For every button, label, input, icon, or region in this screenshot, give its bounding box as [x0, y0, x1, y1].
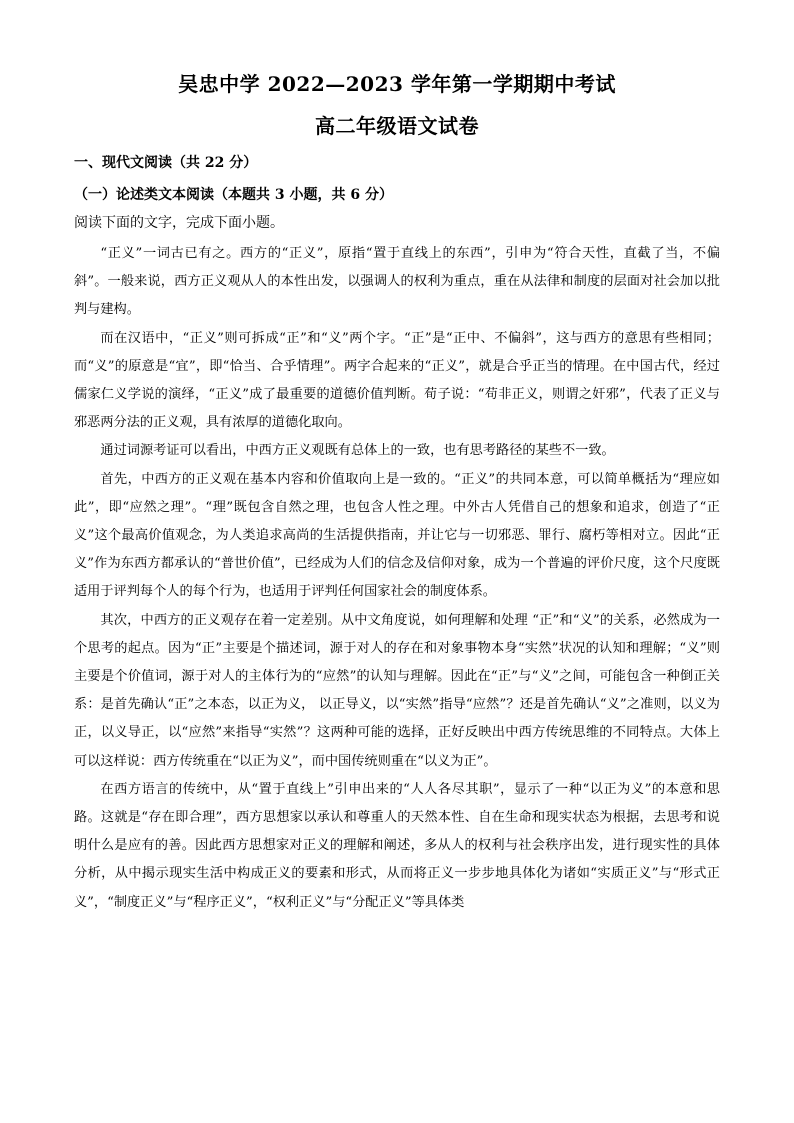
exam-subtitle: 高二年级语文试卷 — [315, 114, 479, 138]
passage-paragraph: 在西方语言的传统中，从“置于直线上”引申出来的“人人各尽其职”，显示了一种“以正为义”的本意和思路。这就是“存在即合理”，西方思想家以承认和尊重人的天然本性、自在生命和现实状态为根据，去思考和说明什么是应有的善。因此西方思想家对正义的理解和阐述，多从人的权利与社会秩序出发，进行现实性的具体分析，从中揭示现实生活中构成正义的要素和形式，从而将正义一步步地具体化为诸如“实质正义”与“形式正义”，“制度正义”与“程序正义”，“权利正义”与“分配正义”等具体类 — [74, 781, 720, 910]
reading-instruction: 阅读下面的文字，完成下面小题。 — [74, 215, 284, 231]
passage-paragraph: 首先，中西方的正义观在基本内容和价值取向上是一致的。“正义”的共同本意，可以简单概括为“理应如此”，即“应然之理”。“理”既包含自然之理，也包含人性之理。中外古人凭借自己的想象和追求，创造了“正义”这个最高价值观念，为人类追求高尚的生活提供指南，并让它与一切邪恶、罪行、腐朽等相对立。因此“正义”作为东西方都承认的“普世价值”，已经成为人们的信念及信仰对象，成为一个普遍的评价尺度，这个尺度既适用于评判每个人的每个行为，也适用于评判任何国家社会的制度体系。 — [74, 471, 720, 600]
subsection-heading: （一）论述类文本阅读（本题共 3 小题，共 6 分） — [74, 187, 393, 203]
passage-paragraph: 其次，中西方的正义观存在着一定差别。从中文角度说，如何理解和处理 “正”和“义”的关系，必然成为一个思考的起点。因为“正”主要是个描述词，源于对人的存在和对象事物本身“实然”状况的认知和理解；“义”则主要是个价值词，源于对人的主体行为的“应然”的认知与理解。因此在“正”与“义”之间，可能包含一种倒正关系：是首先确认“正”之本态，以正为义， 以正导义，以“实然”指导“应然”？还是首先确认“义”之准则，以义为正，以义导正，以“应然”来指导“实然”？这两种可能的选择，正好反映出中西方传统思维的不同特点。大体上可以这样说：西方传统重在“以正为义”，而中国传统则重在“以义为正”。 — [74, 612, 720, 769]
reading-passage — [74, 240, 720, 917]
section-heading: 一、现代文阅读（共 22 分） — [74, 155, 258, 171]
passage-paragraph: 而在汉语中，“正义”则可拆成“正”和“义”两个字。“正”是“正中、不偏斜”，这与西方的意思有些相同；而“义”的原意是“宜”，即“恰当、合乎情理”。两字合起来的“正义”，就是合乎正当的情理。在中国古代，经过儒家仁义学说的演绎，“正义”成了最重要的道德价值判断。荀子说：“苟非正义，则谓之奸邪”，代表了正义与邪恶两分法的正义观，具有浓厚的道德化取向。 — [74, 330, 720, 431]
passage-paragraph: “正义”一词古已有之。西方的“正义”，原指“置于直线上的东西”，引申为“符合天性，直截了当，不偏斜”。一般来说，西方正义观从人的本性出发，以强调人的权利为重点，重在从法律和制度的层面对社会加以批判与建构。 — [74, 246, 720, 318]
passage-paragraph: 通过词源考证可以看出，中西方正义观既有总体上的一致，也有思考路径的某些不一致。 — [100, 443, 615, 459]
exam-title: 吴忠中学 2022—2023 学年第一学期期中考试 — [178, 72, 616, 96]
